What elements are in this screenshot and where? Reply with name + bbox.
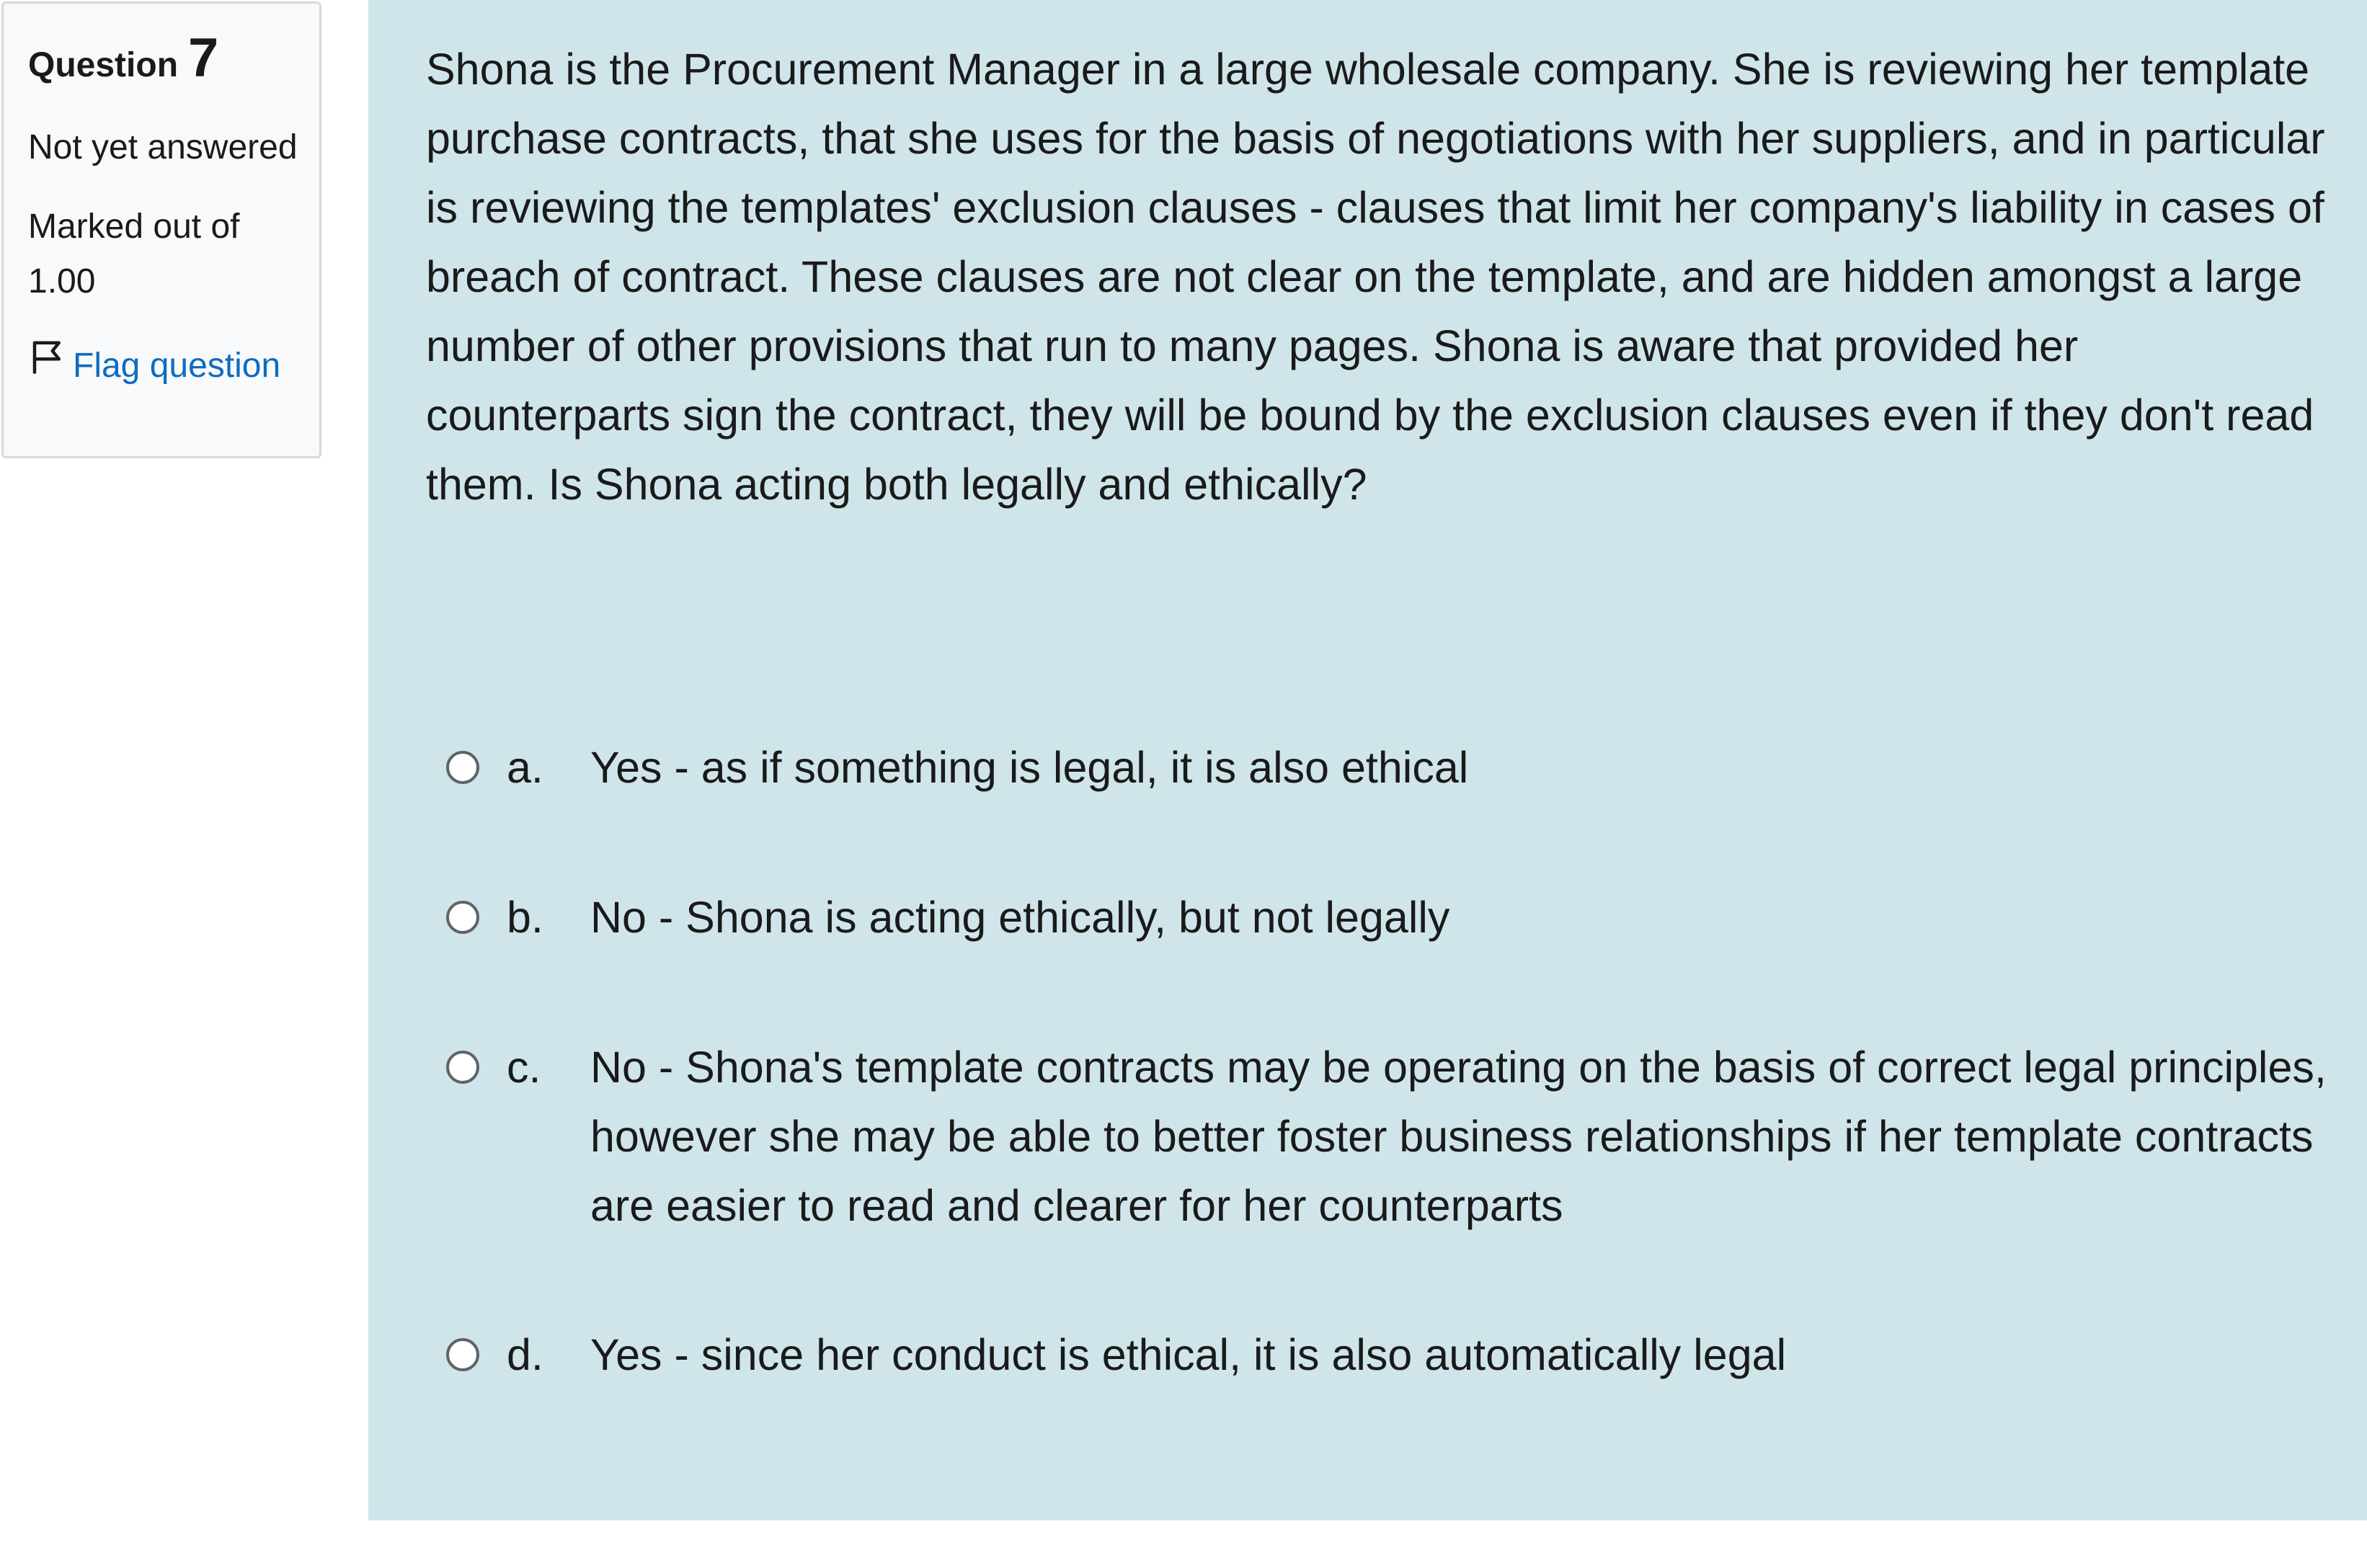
- flag-icon: [28, 338, 73, 393]
- answer-text: No - Shona is acting ethically, but not legally: [590, 893, 1450, 942]
- question-grade: Marked out of 1.00: [28, 208, 240, 300]
- answer-letter: d.: [507, 1330, 543, 1379]
- answer-letter: a.: [507, 743, 543, 792]
- question-info-panel: [1, 1, 321, 458]
- answer-option-d[interactable]: [446, 1320, 1888, 1389]
- question-number: 7: [188, 27, 219, 89]
- question-content: [368, 0, 2367, 1520]
- answer-option-b[interactable]: [446, 883, 1527, 952]
- question-heading: [28, 27, 319, 93]
- question-label: Question: [28, 46, 179, 84]
- radio-button-d[interactable]: [446, 1338, 479, 1371]
- radio-button-a[interactable]: [446, 751, 479, 784]
- question-text: Shona is the Procurement Manager in a large wholesale company. She is reviewing her template purchase contracts, that she uses for the basis of negotiations with her suppliers, and in particular is reviewing the templates' exclusion clauses - clauses that limit her company's liability in cases of breach of contract. These clauses are not clear on the template, and are hidden amongst a large number of other provisions that run to many pages. Shona is aware that provided her counterparts sign the contract, they will be bound by the exclusion clauses even if they don't read them. Is Shona acting both legally and ethically?: [426, 45, 2325, 509]
- answer-text: Yes - since her conduct is ethical, it is also automatically legal: [590, 1330, 1787, 1379]
- radio-button-c[interactable]: [446, 1051, 479, 1084]
- flag-question-link[interactable]: [28, 338, 319, 393]
- question-state: Not yet answered: [28, 128, 298, 166]
- flag-question-label: Flag question: [73, 346, 281, 385]
- answer-letter: c.: [507, 1043, 541, 1092]
- radio-button-b[interactable]: [446, 901, 479, 934]
- answer-option-c[interactable]: [446, 1033, 2363, 1240]
- answer-letter: b.: [507, 893, 543, 942]
- answer-text: No - Shona's template contracts may be operating on the basis of correct legal principles, however she may be able to better foster business relationships if her template contracts are easier to read and clearer for her counterparts: [590, 1043, 2327, 1230]
- answer-text: Yes - as if something is legal, it is also ethical: [590, 743, 1469, 792]
- answer-option-a[interactable]: [446, 733, 1527, 802]
